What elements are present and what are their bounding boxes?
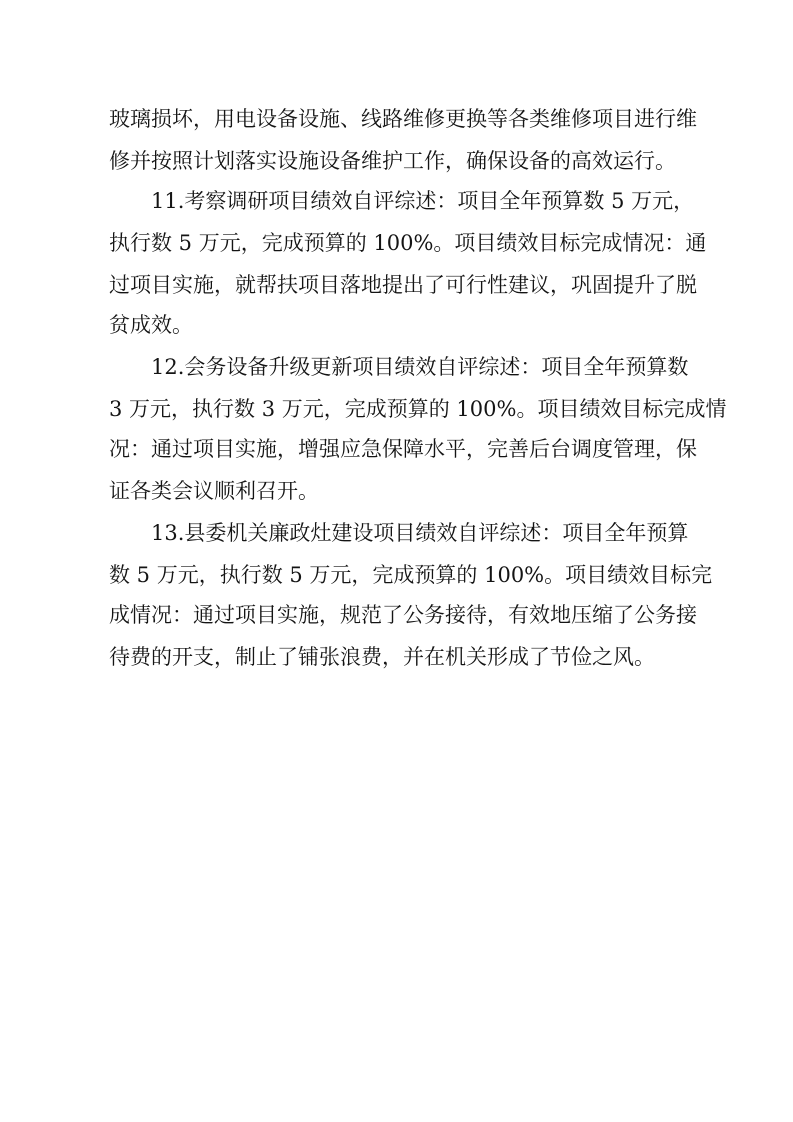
text-line: 贫成效。 [109,313,193,337]
text-line: 证各类会议顺利召开。 [109,479,319,503]
paragraph-11-heading-line: 11.考察调研项目绩效自评综述：项目全年预算数 5 万元， [151,189,695,213]
paragraph-13-heading-line: 13.县委机关廉政灶建设项目绩效自评综述：项目全年预算 [151,521,689,545]
text-line: 3 万元，执行数 3 万元，完成预算的 100%。项目绩效目标完成情 [109,397,727,421]
text-line: 过项目实施，就帮扶项目落地提出了可行性建议，巩固提升了脱 [109,273,697,297]
paragraph-12-heading-line: 12.会务设备升级更新项目绩效自评综述：项目全年预算数 [151,355,689,379]
text-line: 执行数 5 万元，完成预算的 100%。项目绩效目标完成情况：通 [109,231,707,255]
text-line: 成情况：通过项目实施，规范了公务接待，有效地压缩了公务接 [109,603,697,627]
text-line: 况：通过项目实施，增强应急保障水平，完善后台调度管理，保 [109,437,697,461]
text-line: 待费的开支，制止了铺张浪费，并在机关形成了节俭之风。 [109,645,655,669]
text-line: 修并按照计划落实设施设备维护工作，确保设备的高效运行。 [109,149,676,173]
text-line: 玻璃损坏，用电设备设施、线路维修更换等各类维修项目进行维 [109,107,697,131]
text-line: 数 5 万元，执行数 5 万元，完成预算的 100%。项目绩效目标完 [109,563,713,587]
